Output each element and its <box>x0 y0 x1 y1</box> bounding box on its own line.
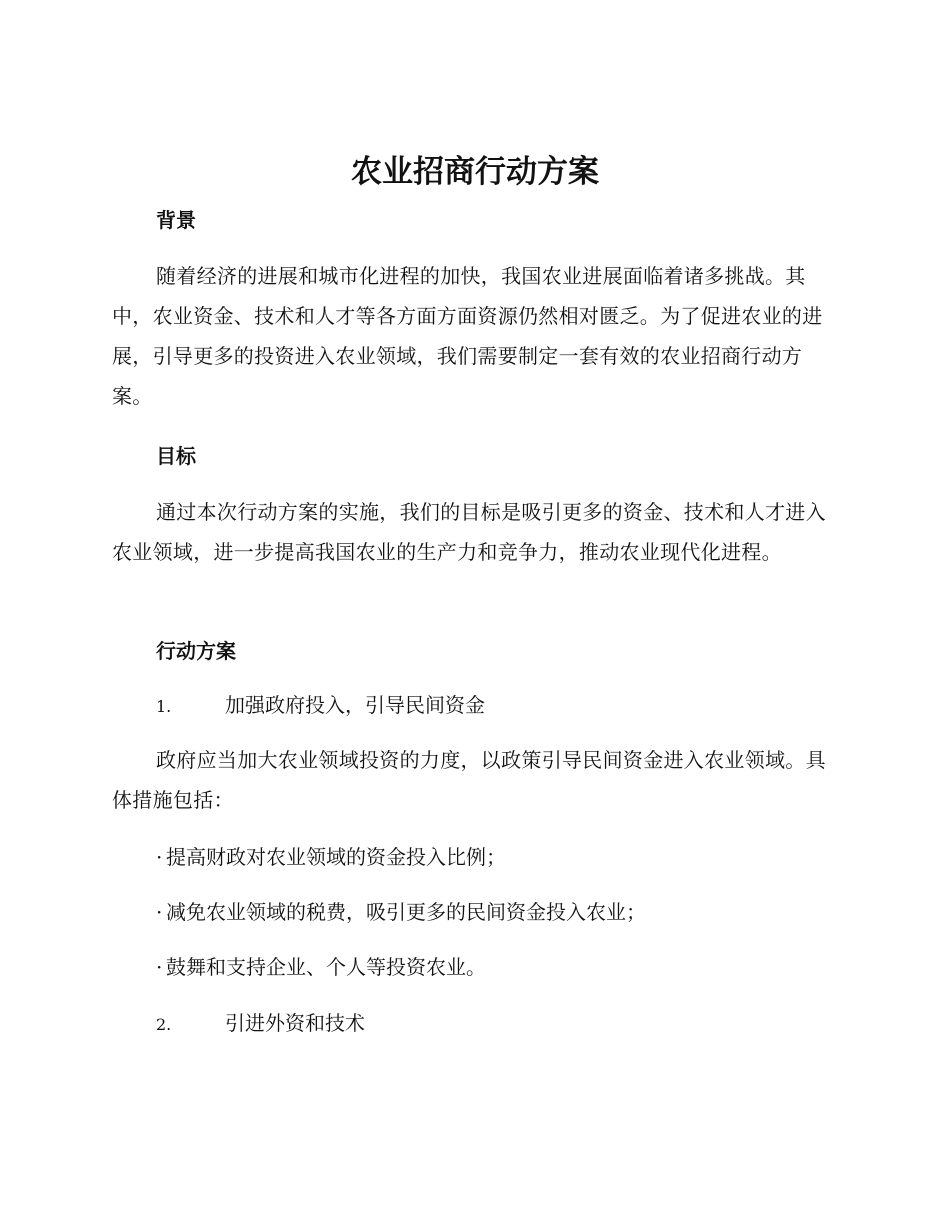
plan-item-label: 引进外资和技术 <box>225 1011 365 1035</box>
plan-item-number: 2. <box>156 1015 172 1034</box>
bullet-text: 鼓舞和支持企业、个人等投资农业。 <box>166 955 486 979</box>
bullet-text: 提高财政对农业领域的资金投入比例； <box>166 845 506 869</box>
plan-item-label: 加强政府投入，引导民间资金 <box>225 693 485 717</box>
bullet-text: 减免农业领域的税费，吸引更多的民间资金投入农业； <box>166 900 646 924</box>
bullet-item <box>156 898 646 926</box>
bullet-dot-icon: · <box>156 900 163 924</box>
document-title: 农业招商行动方案 <box>351 154 599 190</box>
bullet-item <box>156 843 506 871</box>
bullet-item <box>156 953 486 981</box>
section-heading-plan: 行动方案 <box>156 639 236 663</box>
bullet-dot-icon: · <box>156 955 163 979</box>
plan-item-2 <box>156 1009 365 1039</box>
bullet-dot-icon: · <box>156 845 163 869</box>
plan-item-1-paragraph: 政府应当加大农业领域投资的力度，以政策引导民间资金进入农业领域。具体措施包括： <box>112 748 826 812</box>
section-heading-background: 背景 <box>156 208 196 232</box>
plan-item-number: 1. <box>156 697 172 716</box>
goal-paragraph: 通过本次行动方案的实施，我们的目标是吸引更多的资金、技术和人才进入农业领域，进一步提高我国农业的生产力和竞争力，推动农业现代化进程。 <box>112 500 826 564</box>
section-heading-goal: 目标 <box>156 444 196 468</box>
plan-item-1 <box>156 691 485 721</box>
background-paragraph: 随着经济的进展和城市化进程的加快，我国农业进展面临着诸多挑战。其中，农业资金、技术和人才等各方面方面资源仍然相对匮乏。为了促进农业的进展，引导更多的投资进入农业领域，我们需要制定一套有效的农业招商行动方案。 <box>112 264 823 408</box>
